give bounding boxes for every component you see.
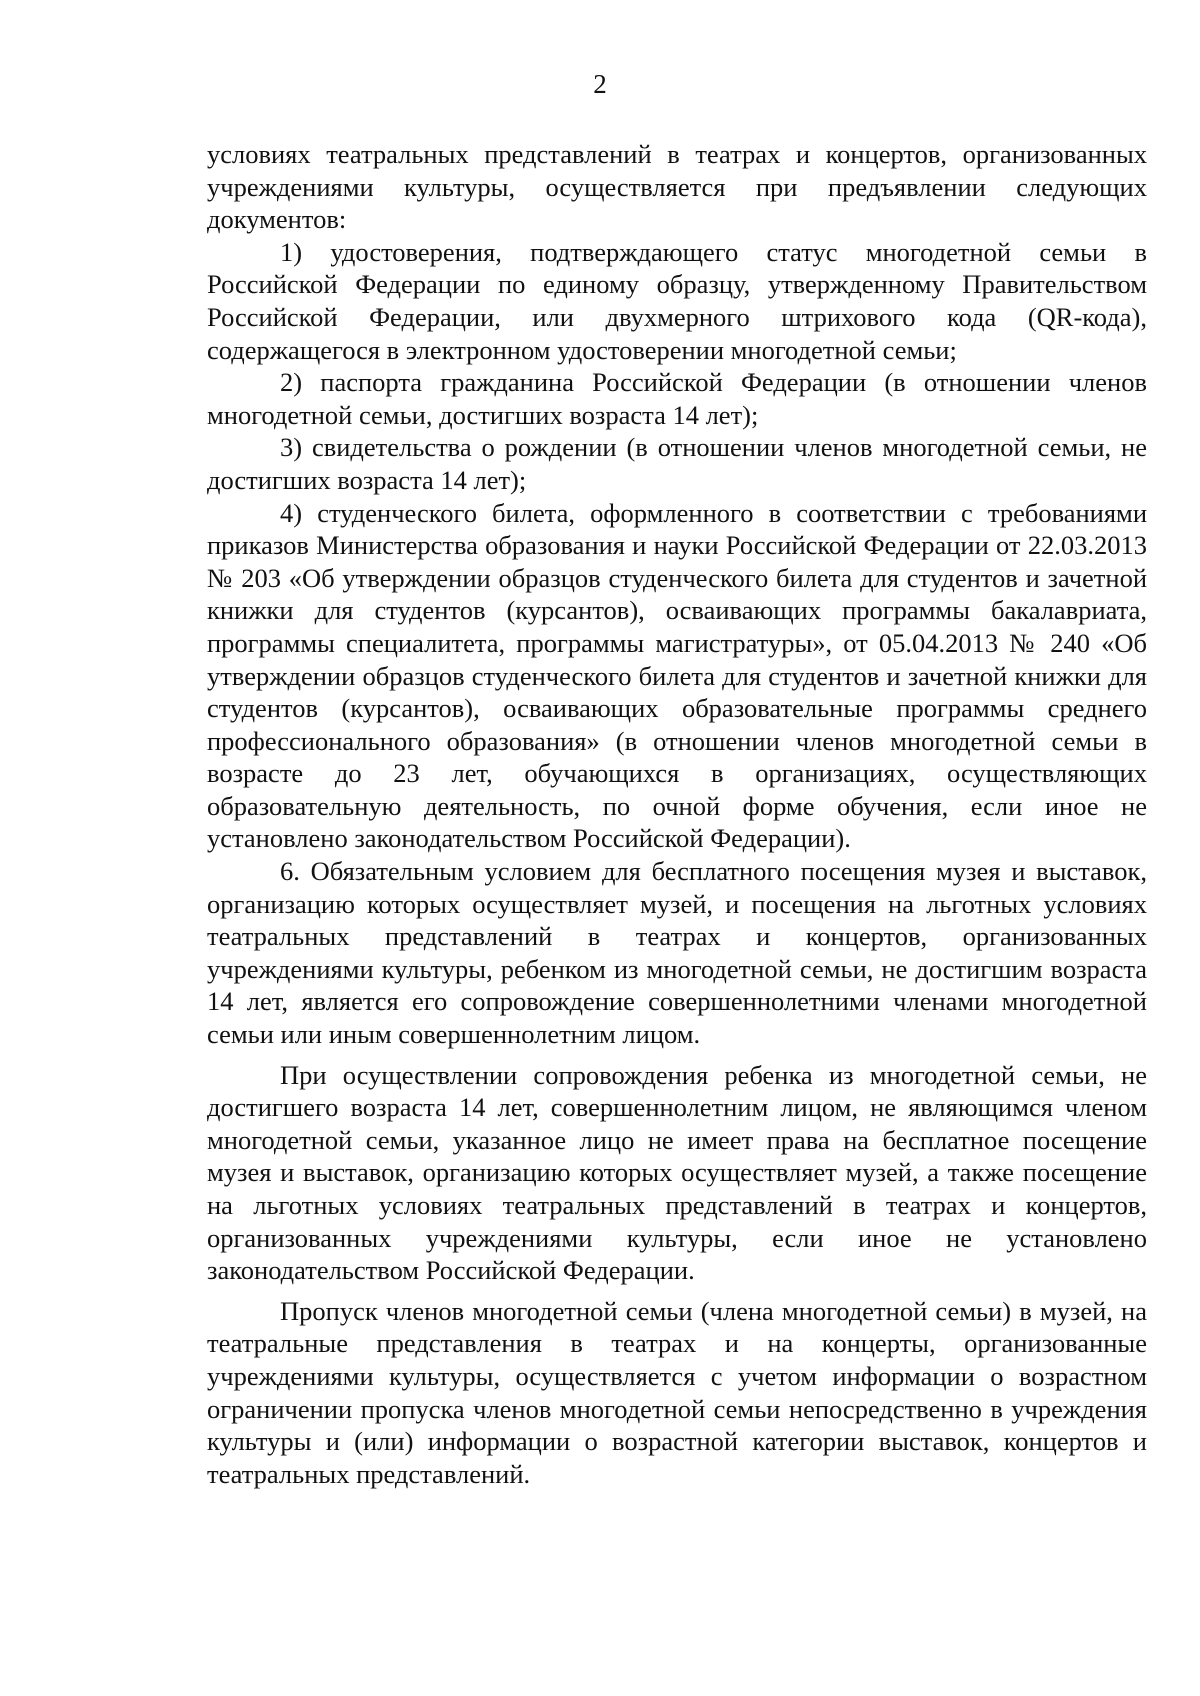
clause-6: 6. Обязательным условием для бесплатного посещения музея и выставок, организацию которых осуществляет музей, и посещения на льготных условиях театральных представлений в театрах и концертов, организованных учреждениями культуры, ребенком из многодетной семьи, не достигшим возраста 14 лет, является его сопровождение совершеннолетними членами многодетной семьи или иным совершеннолетним лицом. [207,856,1147,1050]
list-item-3: 3) свидетельства о рождении (в отношении членов многодетной семьи, не достигших возраста 14 лет); [207,432,1147,495]
page-number: 2 [593,69,607,99]
paragraph-escort: При осуществлении сопровождения ребенка из многодетной семьи, не достигшего возраста 14 лет, совершеннолетним лицом, не являющимся членом многодетной семьи, указанное лицо не имеет права на бесплатное посещение музея и выставок, организацию которых осуществляет музей, а также посещение на льготных условиях театральных представлений в театрах и концертов, организованных учреждениями культуры, если иное не установлено законодательством Российской Федерации. [207,1059,1147,1286]
paragraph-admission: Пропуск членов многодетной семьи (члена многодетной семьи) в музей, на театральные представления в театрах и на концерты, организованные учреждениями культуры, осуществляется с учетом информации о возрастном ограничении пропуска членов многодетной семьи непосредственно в учреждения культуры и (или) информации о возрастной категории выставок, концертов и театральных представлений. [207,1295,1147,1489]
list-item-2: 2) паспорта гражданина Российской Федерации (в отношении членов многодетной семьи, достигших возраста 14 лет); [207,367,1147,430]
list-item-4: 4) студенческого билета, оформленного в соответствии с требованиями приказов Министерства образования и науки Российской Федерации от 22.03.2013 № 203 «Об утверждении образцов студенческого билета для студентов и зачетной книжки для студентов (курсантов), осваивающих программы бакалавриата, программы специалитета, программы магистратуры», от 05.04.2013 № 240 «Об утверждении образцов студенческого билета для студентов и зачетной книжки для студентов (курсантов), осваивающих образовательные программы среднего профессионального образования» (в отношении членов многодетной семьи в возрасте до 23 лет, обучающихся в организациях, осуществляющих образовательную деятельность, по очной форме обучения, если иное не установлено законодательством Российской Федерации). [207,497,1147,854]
paragraph-continuation: условиях театральных представлений в театрах и концертов, организованных учреждениями культуры, осуществляется при предъявлении следующих документов: [207,139,1147,235]
list-item-1: 1) удостоверения, подтверждающего статус многодетной семьи в Российской Федерации по единому образцу, утвержденному Правительством Российской Федерации, или двухмерного штрихового кода (QR-кода), содержащегося в электронном удостоверении многодетной семьи; [207,236,1147,365]
document-body [207,138,1147,1490]
